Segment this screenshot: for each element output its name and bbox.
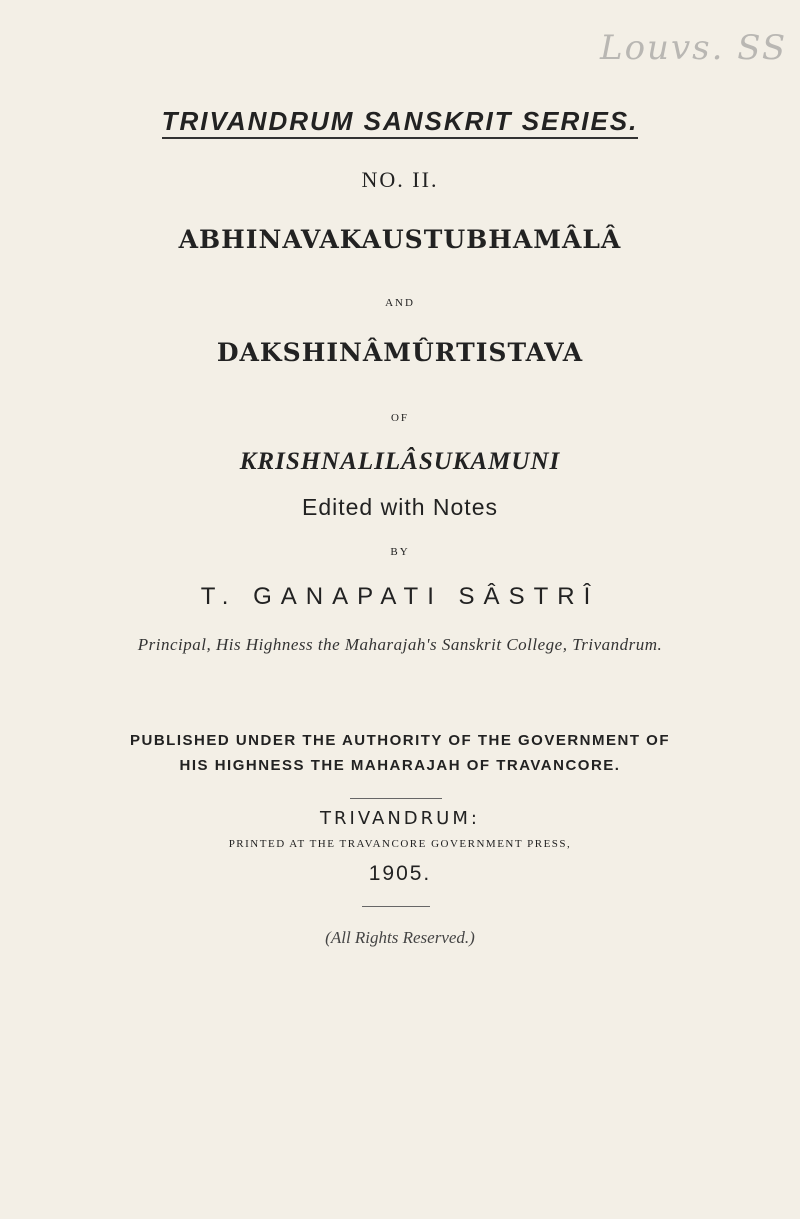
editor-position: Principal, His Highness the Maharajah's Sanskrit College, Trivandrum.	[137, 635, 663, 654]
volume-number: NO. II.	[361, 167, 439, 192]
imprint-printer: PRINTED AT THE TRAVANCORE GOVERNMENT PRESS,	[228, 838, 572, 850]
conjunction-and: AND	[385, 297, 415, 309]
edited-line: Edited with Notes	[302, 494, 498, 520]
work-title-1: ABHINAVAKAUSTUBHAMÂLÂ	[178, 225, 622, 254]
work-title-2: DAKSHINÂMÛRTISTAVA	[216, 338, 584, 367]
publication-authority-line-2: HIS HIGHNESS THE MAHARAJAH OF TRAVANCORE.	[179, 757, 621, 774]
by-label: BY	[390, 546, 410, 558]
imprint-year: 1905.	[368, 862, 432, 885]
divider-rule-2	[362, 906, 430, 907]
divider-rule	[350, 798, 442, 799]
series-title	[0, 106, 800, 137]
of-label: OF	[390, 412, 410, 424]
handwritten-note: Louvs. SS	[600, 28, 788, 68]
work-author: KRISHNALILÂSUKAMUNI	[239, 448, 561, 475]
imprint-place: TRIVANDRUM:	[320, 808, 480, 829]
rights-notice: (All Rights Reserved.)	[325, 928, 475, 947]
series-title-text: TRIVANDRUM SANSKRIT SERIES.	[162, 106, 639, 139]
publication-authority-line-1: PUBLISHED UNDER THE AUTHORITY OF THE GOVERNMENT OF	[129, 732, 670, 749]
editor-name: T. GANAPATI SÂSTRÎ	[200, 583, 600, 610]
